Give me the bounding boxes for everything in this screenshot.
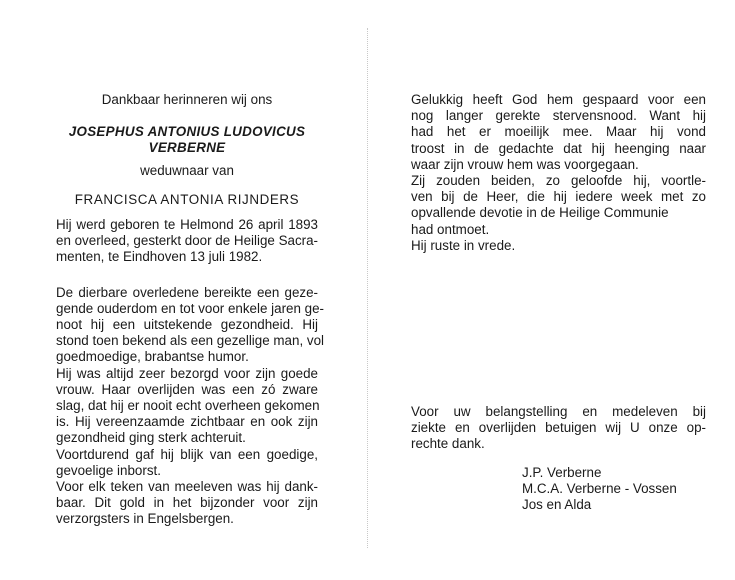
bio-line: baar. Dit gold in het bijzonder voor zijn xyxy=(56,495,318,511)
birth-line: menten, te Eindhoven 13 juli 1982. xyxy=(56,249,263,265)
bio-line: Hij was altijd zeer bezorgd voor zijn goede xyxy=(56,365,318,381)
faith-line: waar zijn vrouw hem was voorgegaan. xyxy=(411,156,639,172)
faith-line: ven bij de Heer, die hij iedere week met zo xyxy=(411,189,706,205)
thanks-line: rechte dank. xyxy=(411,436,485,452)
thanks-line: ziekte en overlijden betuigen wij U onze op- xyxy=(411,420,706,436)
signature-line: J.P. Verberne xyxy=(522,465,602,480)
right-panel xyxy=(411,92,706,254)
faith-paragraph xyxy=(411,92,706,254)
bio-line: stond toen bekend als een gezellige man, vol xyxy=(56,333,324,349)
bio-line: De dierbare overledene bereikte een geze- xyxy=(56,284,318,300)
signature-line: M.C.A. Verberne - Vossen xyxy=(522,481,677,497)
bio-line: vrouw. Haar overlijden was een zó zware xyxy=(56,381,318,397)
bio-line: Voor elk teken van meeleven was hij dank- xyxy=(56,479,318,495)
thanks-paragraph xyxy=(411,404,706,453)
spouse-name: FRANCISCA ANTONIA RIJNDERS xyxy=(74,191,300,207)
deceased-name-line2: VERBERNE xyxy=(148,140,226,156)
biography-paragraph xyxy=(56,284,324,528)
faith-line: opvallende devotie in de Heilige Communie xyxy=(411,205,669,221)
signature-line: Jos en Alda xyxy=(522,497,592,513)
bio-line: goedmoedige, brabantse humor. xyxy=(56,349,249,365)
bio-line: slag, dat hij er nooit echt overheen gekomen xyxy=(56,398,320,414)
bio-line: gevoelige inborst. xyxy=(56,462,161,478)
bio-line: noot hij een uitstekende gezondheid. Hij xyxy=(56,317,318,333)
thanks-line: Voor uw belangstelling en medeleven bij xyxy=(411,404,706,419)
faith-line: Gelukkig heeft God hem gespaard voor een xyxy=(411,92,706,107)
widower-of-text: weduwnaar van xyxy=(140,162,234,178)
faith-line: had het er moeilijk mee. Maar hij vond xyxy=(411,124,706,140)
bio-line: gende ouderdom en tot voor enkele jaren ge- xyxy=(56,300,324,316)
family-signatures xyxy=(522,465,677,514)
fold-divider xyxy=(367,28,369,548)
faith-line: Hij ruste in vrede. xyxy=(411,237,516,253)
intro-text: Dankbaar herinneren wij ons xyxy=(101,92,273,107)
faith-line: troost in de gedachte dat hij heenging naar xyxy=(411,140,706,156)
faith-line: nog langer gerekte stervensnood. Want hij xyxy=(411,108,706,124)
bio-line: is. Hij vereenzaamde zichtbaar en ook zijn xyxy=(56,414,318,430)
faith-line: had ontmoet. xyxy=(411,221,490,237)
faith-line: Zij zouden beiden, zo geloofde hij, voortle- xyxy=(411,173,706,189)
bio-line: Voortdurend gaf hij blijk van een goedige, xyxy=(56,446,318,462)
birth-line: Hij werd geboren te Helmond 26 april 1893 xyxy=(56,217,318,233)
deceased-name-line1: JOSEPHUS ANTONIUS LUDOVICUS xyxy=(68,124,306,140)
birth-death-paragraph xyxy=(56,217,318,266)
bio-line: verzorgsters in Engelsbergen. xyxy=(56,511,234,527)
left-panel xyxy=(56,92,324,528)
birth-line: en overleed, gesterkt door de Heilige Sacra- xyxy=(56,233,319,249)
bio-line: gezondheid ging sterk achteruit. xyxy=(56,430,246,446)
